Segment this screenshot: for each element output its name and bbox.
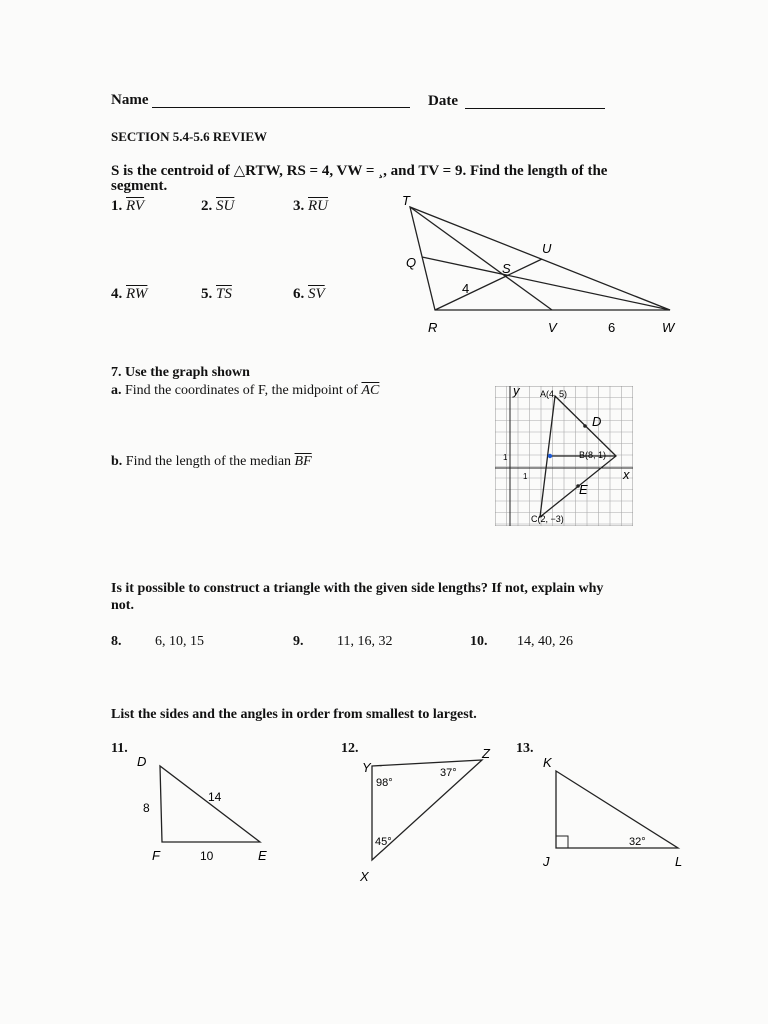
problem-13-number: 13. bbox=[516, 741, 534, 756]
label-z: Z bbox=[482, 748, 490, 761]
segment-label: $\overline{AC}$ bbox=[361, 383, 380, 398]
part-b-text: Find the length of the median bbox=[125, 454, 292, 469]
segment-label: $\overline{RV}$ bbox=[126, 198, 145, 214]
problem-number: 5. bbox=[201, 286, 213, 302]
x-one: 1 bbox=[523, 472, 528, 481]
problem-number: 8. bbox=[111, 634, 122, 649]
problem-number: 1. bbox=[111, 198, 123, 214]
label-r: R bbox=[428, 320, 438, 335]
label-j: J bbox=[543, 854, 550, 869]
label-b: B(8, 1) bbox=[579, 450, 607, 460]
problem-number: 6. bbox=[293, 286, 305, 302]
problem-5 bbox=[201, 286, 232, 303]
label-vw-6: 6 bbox=[608, 320, 616, 335]
section-title: SECTION 5.4-5.6 REVIEW bbox=[111, 129, 268, 144]
label-x: X bbox=[360, 869, 369, 884]
angle-l: 32° bbox=[629, 836, 646, 848]
label-v: V bbox=[548, 320, 557, 335]
name-label: Name bbox=[111, 92, 149, 108]
right-angle-mark bbox=[556, 836, 568, 848]
triangle-kjl-figure bbox=[535, 748, 685, 878]
segment-label: $\overline{TS}$ bbox=[216, 286, 232, 302]
problem-number: 10. bbox=[470, 634, 488, 649]
segment-label: $\overline{RW}$ bbox=[126, 286, 148, 302]
part-a-text: Find the coordinates of F, the midpoint of bbox=[125, 383, 358, 398]
side-fe: 10 bbox=[200, 849, 214, 863]
problem-11-number: 11. bbox=[111, 741, 128, 756]
segment-label: $\overline{RU}$ bbox=[308, 198, 328, 214]
label-d: D bbox=[137, 754, 147, 769]
problem-number: 2. bbox=[201, 198, 213, 214]
label-w: W bbox=[662, 320, 675, 335]
part-label: b. bbox=[111, 454, 123, 469]
label-e: E bbox=[579, 482, 588, 497]
date-label: Date bbox=[428, 93, 458, 109]
angle-z: 37° bbox=[440, 767, 457, 779]
problem-9 bbox=[293, 634, 304, 650]
name-blank[interactable] bbox=[152, 107, 410, 108]
label-k: K bbox=[543, 755, 552, 770]
centroid-triangle-figure bbox=[390, 185, 690, 345]
label-q: Q bbox=[406, 255, 417, 270]
y-one: 1 bbox=[503, 453, 508, 462]
label-u: U bbox=[542, 241, 552, 256]
y-axis-label: y bbox=[513, 386, 520, 398]
label-rs-4: 4 bbox=[462, 281, 470, 296]
label-t: T bbox=[402, 193, 410, 208]
problem-number: 4. bbox=[111, 286, 123, 302]
median-ru bbox=[435, 259, 542, 310]
centroid-prompt-line2: segment. bbox=[111, 178, 168, 194]
q7-part-a bbox=[111, 383, 379, 399]
coordinate-graph bbox=[495, 386, 633, 526]
median-wq bbox=[422, 257, 670, 310]
problem-10-sides: 14, 40, 26 bbox=[517, 634, 573, 649]
problem-1 bbox=[111, 198, 144, 215]
point-d bbox=[583, 424, 587, 428]
problem-6 bbox=[293, 286, 325, 303]
problem-8-sides: 6, 10, 15 bbox=[155, 634, 204, 649]
ineq-prompt-text: Is it possible to construct a triangle with the given side lengths? If not, explain why bbox=[111, 581, 604, 596]
x-axis-label: x bbox=[623, 467, 630, 482]
triangle-yzx-figure bbox=[350, 748, 500, 888]
problem-3 bbox=[293, 198, 328, 215]
ordering-prompt: List the sides and the angles in order from smallest to largest. bbox=[111, 707, 477, 722]
ineq-prompt-line2: not. bbox=[111, 598, 134, 613]
side-df: 8 bbox=[143, 801, 150, 815]
q7-title: 7. Use the graph shown bbox=[111, 365, 250, 380]
ineq-prompt-line1 bbox=[111, 581, 603, 597]
problem-number: 3. bbox=[293, 198, 305, 214]
point-f bbox=[548, 454, 552, 458]
triangle-dfe-figure bbox=[130, 748, 280, 868]
label-f: F bbox=[152, 848, 160, 863]
segment-label: $\overline{BF}$ bbox=[294, 454, 312, 469]
label-y: Y bbox=[362, 760, 371, 775]
label-s: S bbox=[502, 261, 511, 276]
problem-4 bbox=[111, 286, 147, 303]
segment-label: $\overline{SV}$ bbox=[308, 286, 325, 302]
problem-8 bbox=[111, 634, 122, 650]
problem-2 bbox=[201, 198, 234, 215]
problem-10 bbox=[470, 634, 488, 650]
date-blank[interactable] bbox=[465, 108, 605, 109]
triangle-rtw bbox=[410, 207, 670, 310]
problem-number: 9. bbox=[293, 634, 304, 649]
label-c: C(2, −3) bbox=[531, 514, 564, 524]
q7-part-b bbox=[111, 454, 312, 470]
label-e: E bbox=[258, 848, 267, 863]
label-l: L bbox=[675, 854, 683, 869]
problem-12-number: 12. bbox=[341, 741, 359, 756]
problem-9-sides: 11, 16, 32 bbox=[337, 634, 393, 649]
label-d: D bbox=[592, 414, 602, 429]
side-de: 14 bbox=[208, 790, 222, 804]
centroid-prompt-line1: S is the centroid of △RTW, RS = 4, VW = ¸, and TV = 9. Find the length of the bbox=[111, 163, 608, 179]
triangle-kjl bbox=[556, 771, 678, 848]
angle-y: 98° bbox=[376, 777, 393, 789]
angle-x: 45° bbox=[375, 836, 392, 848]
label-a: A(4, 5) bbox=[540, 389, 568, 399]
segment-label: $\overline{SU}$ bbox=[216, 198, 235, 214]
part-label: a. bbox=[111, 383, 122, 398]
triangle-dfe bbox=[160, 766, 260, 842]
